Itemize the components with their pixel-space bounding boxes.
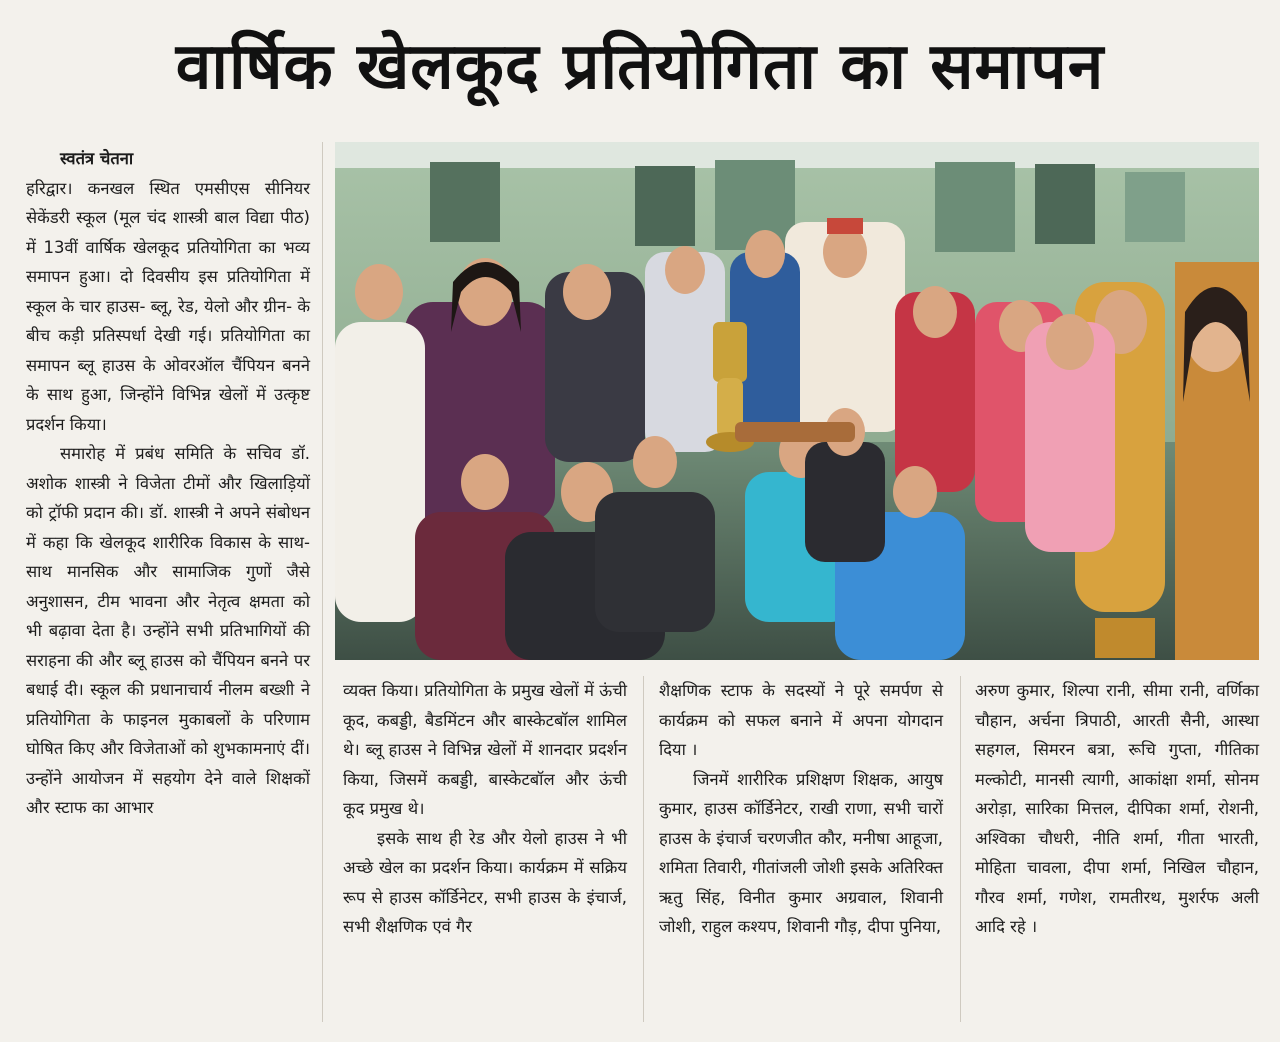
column-divider — [322, 142, 323, 1022]
article-paragraph: अरुण कुमार, शिल्पा रानी, सीमा रानी, वर्णिका चौहान, अर्चना त्रिपाठी, आरती सैनी, आस्था सहगल, सिमरन बत्रा, रूचि गुप्ता, गीतिका मल्कोटी, मानसी त्यागी, आकांक्षा शर्मा, सोनम अरोड़ा, सारिका मित्तल, दीपिका शर्मा, रोशनी, अश्विका चौधरी, नीति शर्मा, गीता भारती, मोहिता चावला, दीपा शर्मा, निखिल चौहान, गौरव शर्मा, गणेश, रामतीरथ, मुशर्रफ अली आदि रहे । — [975, 681, 1259, 936]
article-column-3 — [659, 676, 943, 942]
news-photo — [335, 142, 1259, 660]
article-paragraph: हरिद्वार। कनखल स्थित एमसीएस सीनियर सेकेंडरी स्कूल (मूल चंद शास्त्री बाल विद्या पीठ) में 13वीं वार्षिक खेलकूद प्रतियोगिता का भव्य समापन हुआ। दो दिवसीय इस प्रतियोगिता में स्कूल के चार हाउस- ब्लू, रेड, येलो और ग्रीन- के बीच कड़ी प्रतिस्पर्धा देखी गई। प्रतियोगिता का समापन ब्लू हाउस के ओवरऑल चैंपियन बनने के साथ हुआ, जिन्होंने विभिन्न खेलों में उत्कृष्ट प्रदर्शन किया। — [26, 178, 310, 434]
group-photo-students-trophy — [335, 142, 1259, 660]
article-paragraph: समारोह में प्रबंध समिति के सचिव डॉ. अशोक शास्त्री ने विजेता टीमों और खिलाड़ियों को ट्रॉफी प्रदान की। डॉ. शास्त्री ने अपने संबोधन में कहा कि खेलकूद शारीरिक विकास के साथ-साथ मानसिक और सामाजिक गुणों जैसे अनुशासन, टीम भावना और नेतृत्व क्षमता को भी बढ़ावा देता है। उन्होंने सभी प्रतिभागियों की सराहना की और ब्लू हाउस को चैंपियन बनने पर बधाई दी। स्कूल की प्रधानाचार्य नीलम बख्शी ने प्रतियोगिता के फाइनल मुकाबलों के परिणाम घोषित किए और विजेताओं को शुभकामनाएं दीं। उन्होंने आयोजन में सहयोग देने वाले शिक्षकों और स्टाफ का आभार — [26, 444, 310, 817]
column-divider — [960, 676, 961, 1022]
article-paragraph: जिनमें शारीरिक प्रशिक्षण शिक्षक, आयुष कुमार, हाउस कॉर्डिनेटर, राखी राणा, सभी चारों हाउस के इंचार्ज चरणजीत कौर, मनीषा आहूजा, शमिता तिवारी, गीतांजली जोशी इसके अतिरिक्त ऋतु सिंह, विनीत कुमार अग्रवाल, शिवानी जोशी, राहुल कश्यप, शिवानी गौड़, दीपा पुनिया, — [659, 769, 943, 936]
article-paragraph: इसके साथ ही रेड और येलो हाउस ने भी अच्छे खेल का प्रदर्शन किया। कार्यक्रम में सक्रिय रूप से हाउस कॉर्डिनेटर, सभी हाउस के इंचार्ज, सभी शैक्षणिक एवं गैर — [343, 828, 627, 936]
headline: वार्षिक खेलकूद प्रतियोगिता का समापन — [175, 30, 1105, 104]
article-paragraph: व्यक्त किया। प्रतियोगिता के प्रमुख खेलों में ऊंची कूद, कबड्डी, बैडमिंटन और बास्केटबॉल शामिल थे। ब्लू हाउस ने विभिन्न खेलों में शानदार प्रदर्शन किया, जिसमें कबड्डी, बास्केटबॉल और ऊंची कूद प्रमुख थे। — [343, 681, 627, 818]
byline: स्वतंत्र चेतना — [60, 149, 134, 168]
article-column-2 — [343, 676, 627, 942]
article-column-4 — [975, 676, 1259, 942]
column-divider — [643, 676, 644, 1022]
article-paragraph: शैक्षणिक स्टाफ के सदस्यों ने पूरे समर्पण से कार्यक्रम को सफल बनाने में अपना योगदान दिया । — [659, 681, 943, 759]
article-column-1 — [26, 144, 310, 823]
